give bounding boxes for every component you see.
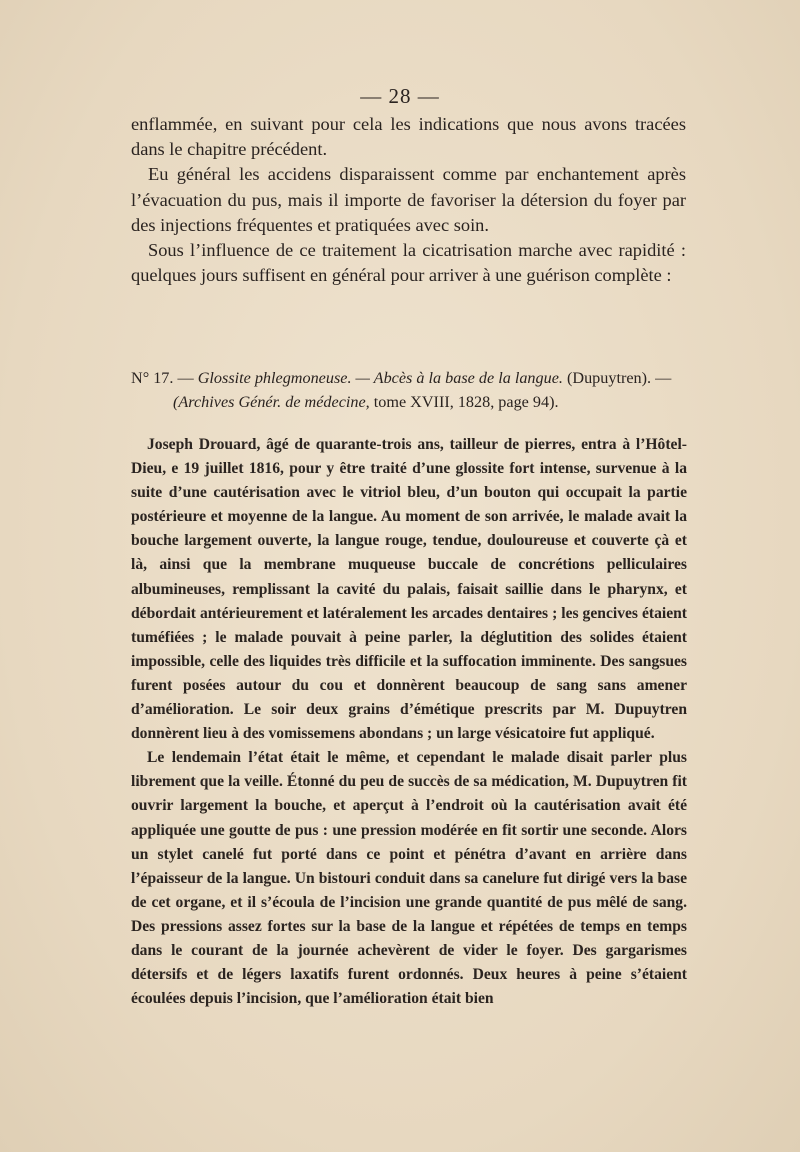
case-author: (Dupuytren). — <box>562 369 672 387</box>
case-dash: — <box>177 369 198 387</box>
case-heading-line-1 <box>131 366 686 390</box>
case-title: Glossite phlegmoneuse. — Abcès à la base de la langue. <box>197 369 563 387</box>
intro-paragraph-3: Sous l’influence de ce traitement la cicatrisation marche avec rapidité : quelques jours suffisent en général pour arriver à une guérison complète : <box>131 240 686 286</box>
case-source: (Archives Génér. de médecine, <box>173 393 370 411</box>
intro-text <box>131 112 686 288</box>
intro-paragraph-2: Eu général les accidens disparaissent comme par enchantement après l’évacuation du pus, mais il importe de favoriser la détersion du foyer par des injections fréquentes et pratiquées avec soin. <box>131 164 686 235</box>
case-heading <box>131 366 686 414</box>
case-paragraph-1: Joseph Drouard, âgé de quarante-trois ans, tailleur de pierres, entra à l’Hôtel-Dieu, e 19 juillet 1816, pour y être traité d’une glossite fort intense, survenue à la suite d’une cautérisation avec le vitriol bleu, d’un bouton qui occupait la partie postérieure et moyenne de la langue. Au moment de son arrivée, le malade avait la bouche largement ouverte, la langue rouge, tendue, douloureuse et couverte çà et là, ainsi que la membrane muqueuse buccale de concrétions pelliculaires albumineuses, remplissant la cavité du palais, faisait saillie dans le pharynx, et débordait antérieurement et latéralement les arcades dentaires ; les gencives étaient tuméfiées ; le malade pouvait à peine parler, la déglutition des solides étaient impossible, celle des liquides très difficile et la suffocation imminente. Des sangsues furent posées autour du cou et donnèrent beaucoup de sang sans amener d’amélioration. Le soir deux grains d’émétique prescrits par M. Dupuytren donnèrent lieu à des vomissemens abondans ; un large vésicatoire fut appliqué. <box>131 436 687 743</box>
case-paragraph-2: Le lendemain l’état était le même, et cependant le malade disait parler plus librement que la veille. Étonné du peu de succès de sa médication, M. Dupuytren fit ouvrir largement la bouche, et aperçut à l’endroit où la cautérisation avait été appliquée une goutte de pus : une pression modérée en fit sortir une seconde. Alors un stylet canelé fut porté dans ce point et pénétra d’avant en arrière dans l’épaisseur de la langue. Un bistouri conduit dans sa canelure fut dirigé vers la base de cet organe, et il s’écoula de l’incision une grande quantité de pus mêlé de sang. Des pressions assez fortes sur la base de la langue et répétées de temps en temps dans le courant de la journée achevèrent de vider le foyer. Des gargarismes détersifs et de légers laxatifs furent ordonnés. Deux heures à peine s’étaient écoulées depuis l’incision, que l’amélioration était bien <box>131 749 687 1008</box>
page-number: — 28 — <box>360 84 440 108</box>
case-body <box>131 433 687 1011</box>
case-source-details: tome XVIII, 1828, page 94). <box>369 393 559 411</box>
intro-paragraph-1: enflammée, en suivant pour cela les indications que nous avons tracées dans le chapitre précédent. <box>131 114 686 160</box>
case-number: N° 17. <box>131 369 174 387</box>
case-heading-line-2 <box>131 390 686 414</box>
